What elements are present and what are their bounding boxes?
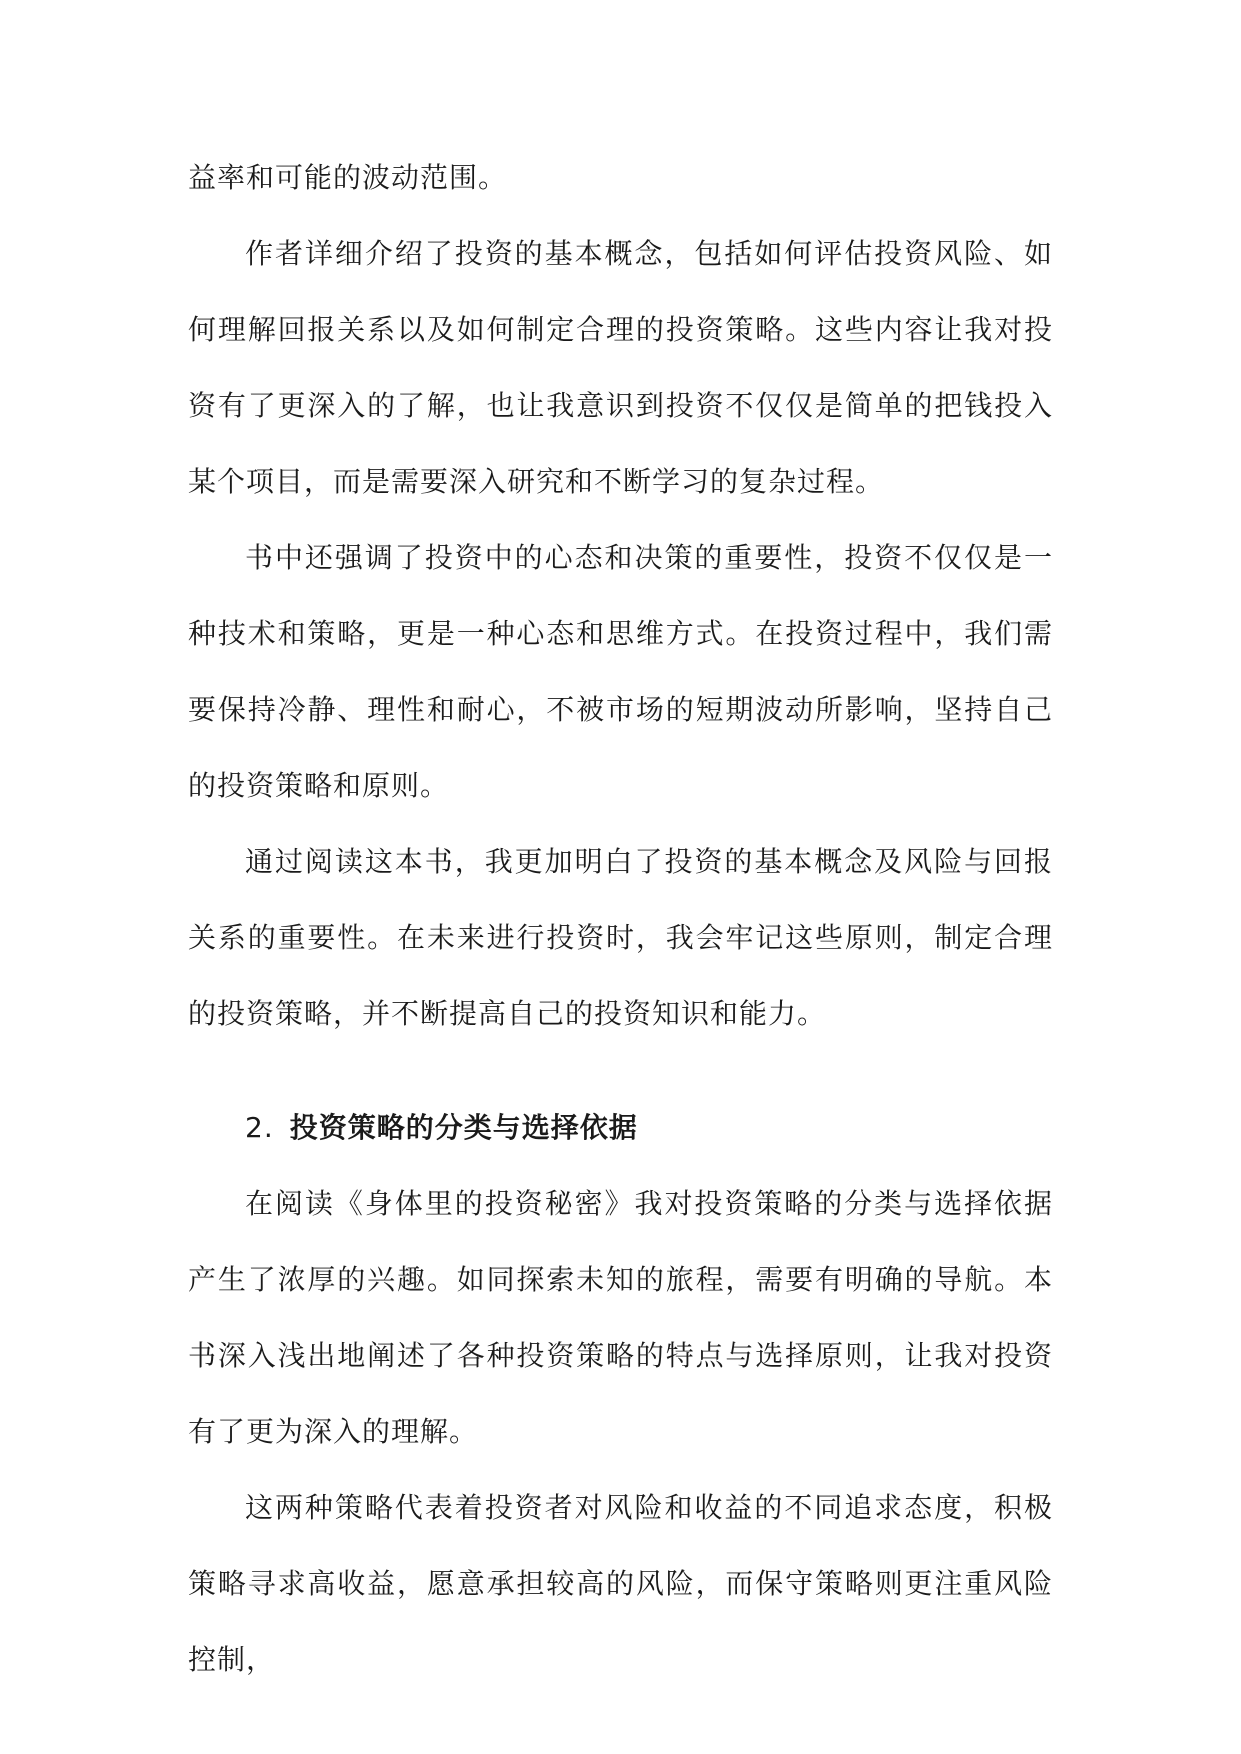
document-body [188,140,1053,1698]
section-heading [188,1052,1053,1166]
paragraph-conclusion: 通过阅读这本书，我更加明白了投资的基本概念及风险与回报关系的重要性。在未来进行投资时，我会牢记这些原则，制定合理的投资策略，并不断提高自己的投资知识和能力。 [188,845,1053,1030]
section-number: 2. [245,1111,274,1144]
paragraph-strategy-intro: 在阅读《身体里的投资秘密》我对投资策略的分类与选择依据产生了浓厚的兴趣。如同探索未知的旅程，需要有明确的导航。本书深入浅出地阐述了各种投资策略的特点与选择原则，让我对投资有了更为深入的理解。 [188,1187,1053,1448]
section-title: 投资策略的分类与选择依据 [289,1111,638,1144]
paragraph-strategy-types: 这两种策略代表着投资者对风险和收益的不同追求态度，积极策略寻求高收益，愿意承担较高的风险，而保守策略则更注重风险控制， [188,1491,1053,1676]
paragraph-mindset: 书中还强调了投资中的心态和决策的重要性，投资不仅仅是一种技术和策略，更是一种心态和思维方式。在投资过程中，我们需要保持冷静、理性和耐心，不被市场的短期波动所影响，坚持自己的投资策略和原则。 [188,541,1053,802]
paragraph-basic-concepts: 作者详细介绍了投资的基本概念，包括如何评估投资风险、如何理解回报关系以及如何制定合理的投资策略。这些内容让我对投资有了更深入的了解，也让我意识到投资不仅仅是简单的把钱投入某个项目，而是需要深入研究和不断学习的复杂过程。 [188,237,1053,498]
paragraph-continuation: 益率和可能的波动范围。 [188,161,508,194]
